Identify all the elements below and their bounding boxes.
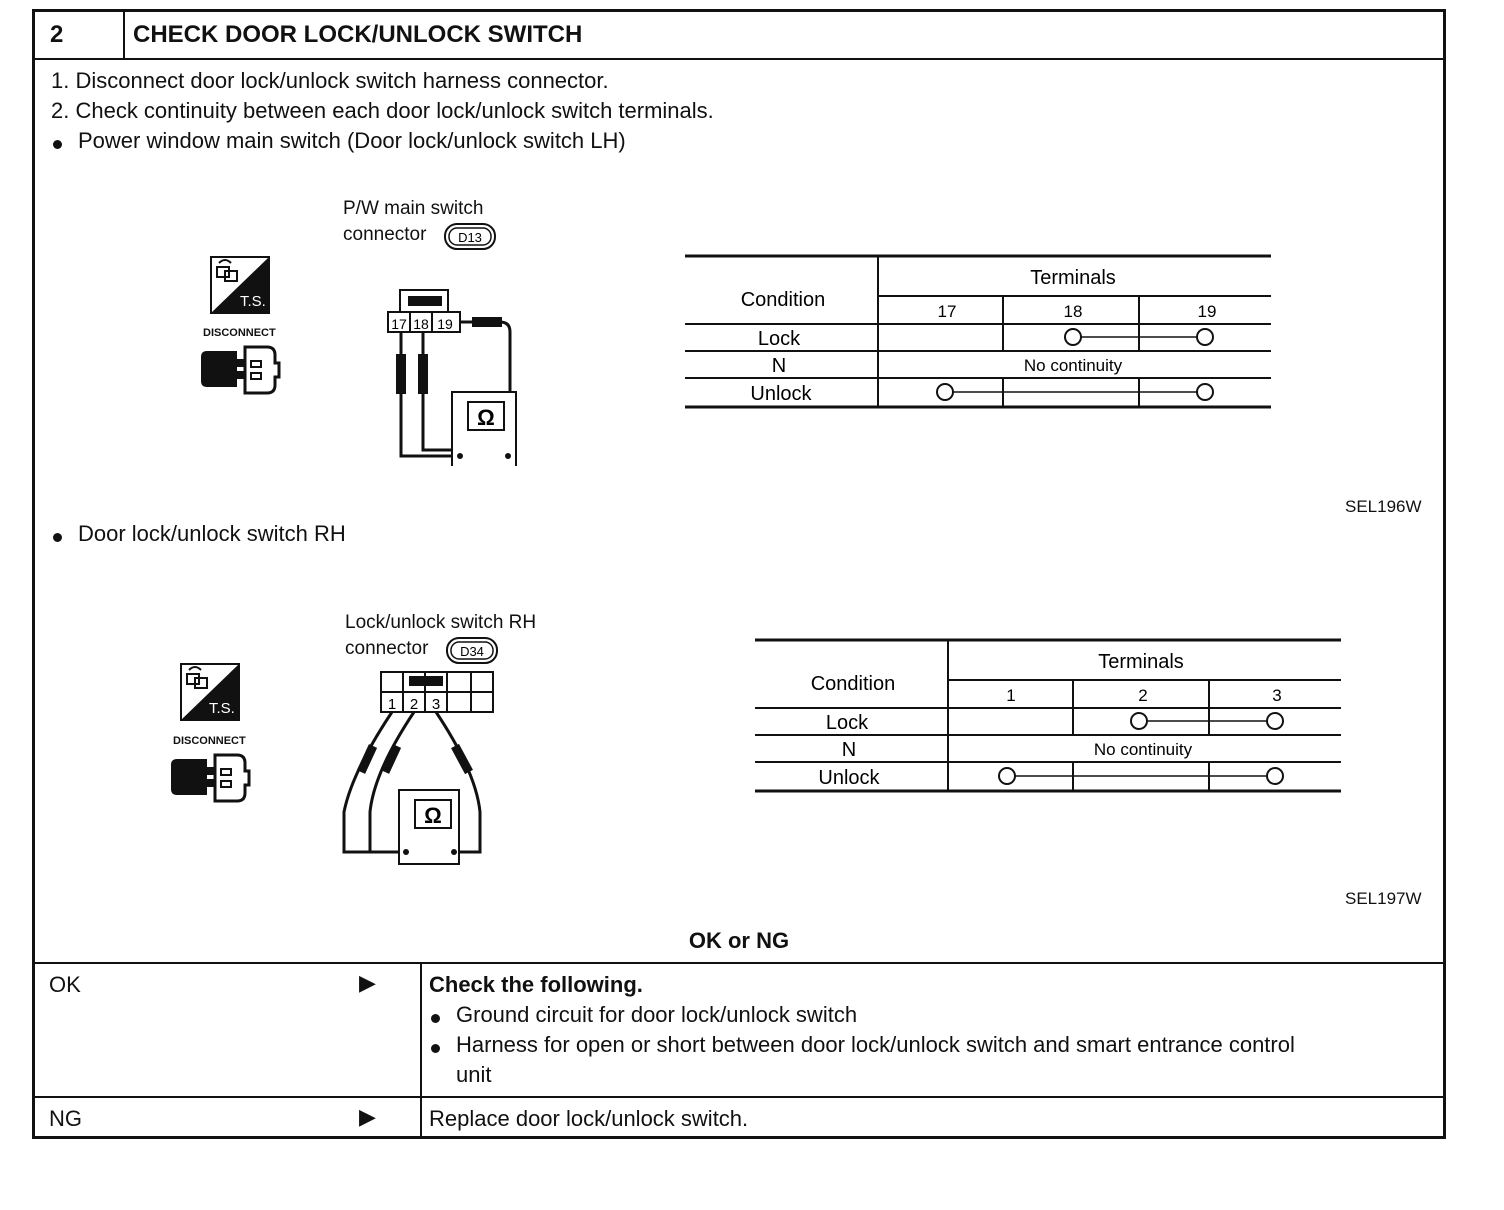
condition-header: Condition [810,673,896,695]
no-continuity-text: No continuity [1023,356,1123,375]
row-label: Unlock [750,383,812,405]
continuity-node [1267,713,1283,729]
wiring-diagram-lh [380,286,560,466]
continuity-node [1197,329,1213,345]
result-divider [35,962,1443,964]
connector-label-line1: Lock/unlock switch RH [345,612,537,633]
continuity-node [1267,768,1283,784]
ng-label: NG [49,1106,82,1131]
ok-item-ground-circuit: Ground circuit for door lock/unlock switch [456,1002,858,1027]
terminal-header: 3 [1272,686,1282,705]
row-label: N [771,355,787,377]
bullet-icon [53,533,62,542]
ok-heading: Check the following. [429,972,643,997]
figure-code: SEL197W [1345,889,1422,908]
disconnect-label: DISCONNECT [203,327,276,339]
row-label: N [841,739,857,761]
ok-item-harness: Harness for open or short between door lock/unlock switch and smart entrance control [456,1032,1295,1057]
ts-label: T.S. [240,293,266,310]
terminal-header: 17 [937,302,957,321]
connector-label-line1: P/W main switch [343,198,484,219]
pin-label: 17 [391,316,407,332]
bullet-icon [431,1044,440,1053]
instruction-bullet-rh: Door lock/unlock switch RH [78,521,346,546]
bullet-icon [431,1014,440,1023]
connector-id: D13 [458,230,482,245]
ok-label: OK [49,972,81,997]
row-label: Lock [825,712,869,734]
instruction-step-2: 2. Check continuity between each door lock/unlock switch terminals. [51,98,714,123]
arrow-right-icon: ▶ [359,1104,376,1129]
step-header [35,12,1443,60]
continuity-node [1065,329,1081,345]
inspection-step-frame [32,9,1446,1139]
connector-id-badge [443,222,499,252]
disconnect-label: DISCONNECT [173,735,246,747]
connector-id-badge [445,636,501,666]
result-divider [35,1096,1443,1098]
continuity-table-lh [683,252,1273,412]
continuity-node [999,768,1015,784]
pin-label: 18 [413,316,429,332]
row-label: Unlock [818,767,880,789]
step-title: CHECK DOOR LOCK/UNLOCK SWITCH [133,21,583,48]
ok-or-ng-title: OK or NG [688,928,790,953]
instruction-step-1: 1. Disconnect door lock/unlock switch harness connector. [51,68,609,93]
pin-label: 3 [431,696,441,713]
continuity-node [1197,384,1213,400]
figure-code: SEL196W [1345,497,1422,516]
ng-action: Replace door lock/unlock switch. [429,1106,749,1131]
step-number: 2 [35,12,125,58]
instruction-bullet-lh: Power window main switch (Door lock/unlock switch LH) [78,128,626,153]
continuity-node [1131,713,1147,729]
connector-label-line2: connector [343,224,427,245]
connector-label-line2: connector [345,638,429,659]
connector-disconnect-icon [201,341,281,397]
bullet-icon [53,140,62,149]
ohm-meter-symbol: Ω [424,803,442,828]
pin-label: 2 [409,696,419,713]
terminal-header: 19 [1197,302,1217,321]
pin-label: 19 [437,316,453,332]
no-continuity-text: No continuity [1093,740,1193,759]
result-column-divider [420,962,422,1136]
terminals-header: Terminals [1030,267,1116,289]
ts-label: T.S. [209,700,235,717]
terminal-header: 2 [1138,686,1148,705]
terminals-header: Terminals [1098,651,1184,673]
ok-item-harness-cont: unit [456,1062,492,1087]
arrow-right-icon: ▶ [359,970,376,995]
ohm-meter-symbol: Ω [477,405,495,430]
wiring-diagram-rh [335,668,505,868]
connector-disconnect-icon [171,749,251,805]
connector-id: D34 [460,644,484,659]
continuity-node [937,384,953,400]
terminal-header: 1 [1006,686,1016,705]
terminal-header: 18 [1063,302,1083,321]
pin-label: 1 [387,696,397,713]
continuity-table-rh [753,636,1343,796]
condition-header: Condition [740,289,826,311]
row-label: Lock [757,328,801,350]
